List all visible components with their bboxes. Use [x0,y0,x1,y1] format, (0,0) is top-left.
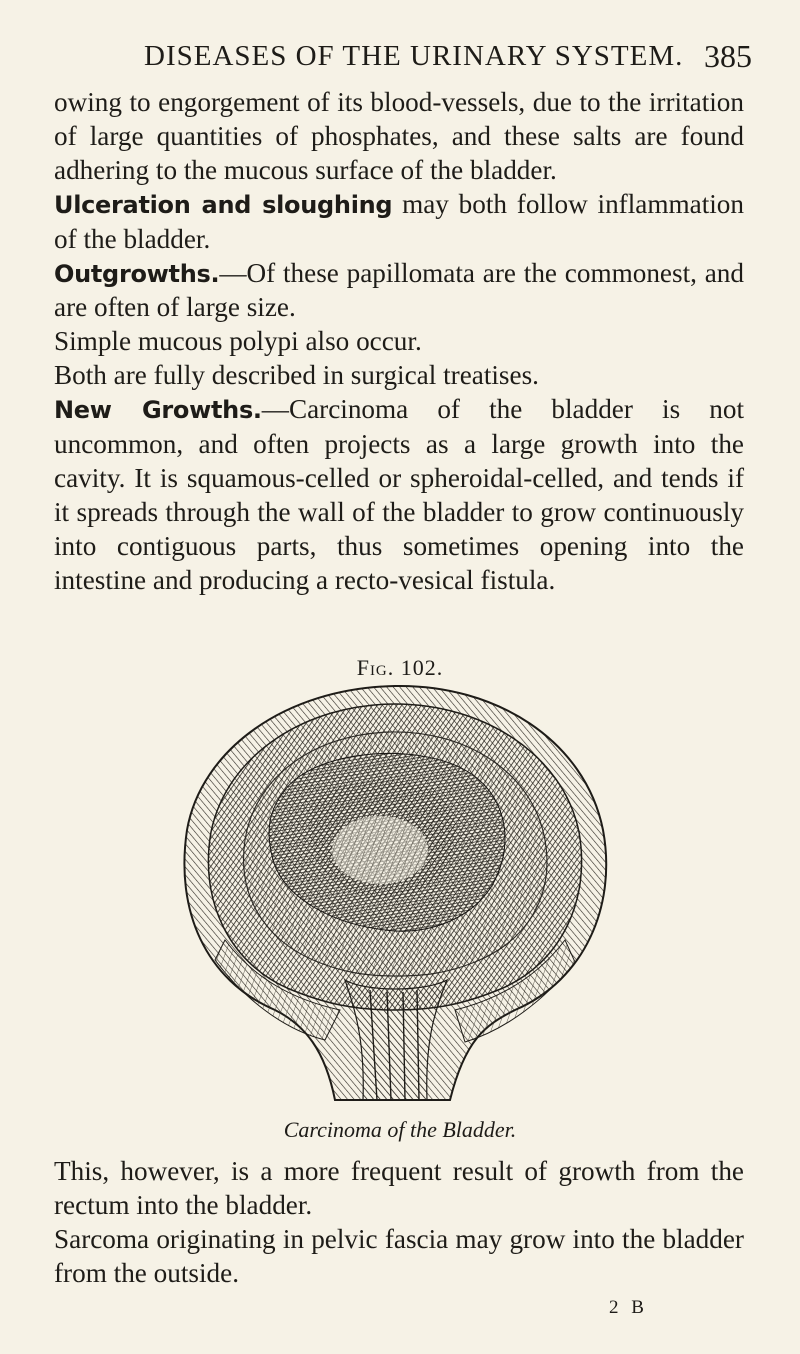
paragraph-treatises: Both are fully described in surgical treatises. [54,360,539,391]
bladder-illustration [165,680,625,1110]
bladder-engraving [165,680,625,1110]
outgrowths-text: —Of these papillomata are the commonest, and are often of large size. [54,257,744,323]
page-number: 385 [704,38,752,74]
figure-label: Fig. 102. [356,655,444,680]
signature-mark: 2 B [609,1297,648,1318]
ulceration-text: may both follow inflammation of the bladder. [54,188,744,254]
paragraph-engorgement: owing to engorgement of its blood-vessels, due to the irritation of large quantities of phosphates, and these salts are found adhering to the mucous surface of the bladder. [54,87,744,185]
paragraph-ulceration [54,188,744,257]
paragraph-outgrowths [54,257,744,326]
running-title: DISEASES OF THE URINARY SYSTEM. [144,40,684,72]
heading-new-growths: New Growths. [54,396,262,425]
heading-outgrowths: Outgrowths. [54,259,220,288]
figure-caption: Carcinoma of the Bladder. [283,1117,517,1142]
heading-ulceration: Ulceration and sloughing [54,190,393,219]
lower-body-text [54,1155,744,1291]
paragraph-polypi: Simple mucous polypi also occur. [54,326,422,357]
upper-body-text [54,86,744,598]
paragraph-rectum: This, however, is a more frequent result of growth from the rectum into the bladder. [54,1156,744,1220]
paragraph-new-growths [54,393,744,597]
page-header [92,36,752,80]
new-growths-text: —Carcinoma of the bladder is not uncommon, and often projects as a large growth into the cavity. It is squamous-celled or spheroidal-celled, and tends if it spreads through the wall of the bladder to grow continuously into contiguous parts, thus sometimes opening into the intestine and producing a recto-vesical fistula. [54,394,744,595]
paragraph-sarcoma: Sarcoma originating in pelvic fascia may grow into the bladder from the outside. [54,1223,744,1288]
